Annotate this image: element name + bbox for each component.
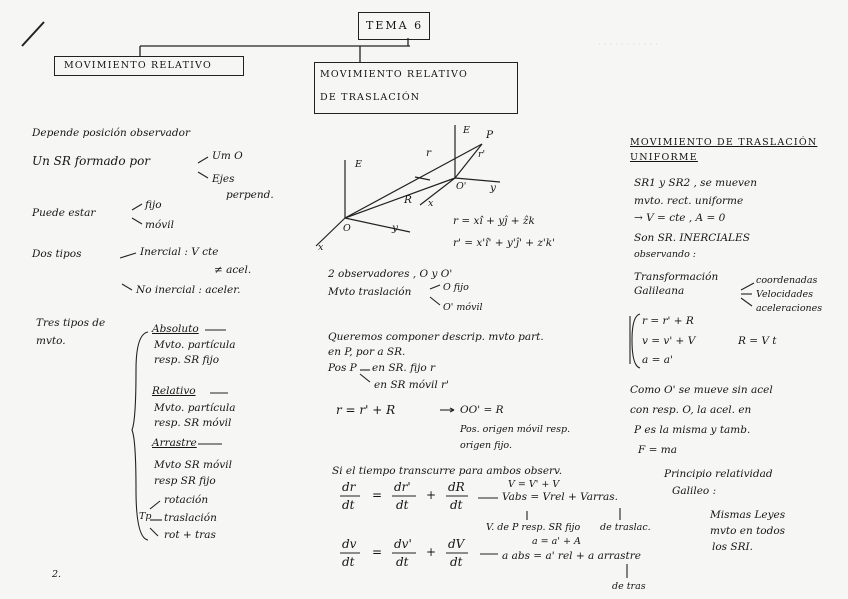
note-line: P es la misma y tamb. — [634, 424, 751, 436]
note-line: resp. SR fijo — [154, 354, 220, 366]
note-line: No inercial : aceler. — [136, 284, 241, 296]
point-label: P — [486, 129, 494, 141]
fraction-num: dr — [342, 480, 356, 494]
note-line: en SR. fijo r — [372, 362, 436, 374]
axis-label: x — [318, 242, 324, 253]
note-line: Queremos componer descrip. mvto part. — [328, 331, 544, 343]
note-line: O fijo — [443, 282, 469, 293]
equation: R = V t — [738, 335, 777, 347]
axis-label: x — [428, 198, 434, 209]
axis-label: O — [343, 223, 351, 234]
operator: + — [426, 545, 437, 559]
note-line: Pos P — [328, 362, 357, 374]
fraction-den: dt — [450, 498, 463, 512]
axis-label: y — [392, 222, 398, 234]
note-line: mvto. rect. uniforme — [634, 195, 744, 207]
note-line: O' móvil — [443, 302, 483, 313]
note-line: Tres tipos de — [36, 317, 106, 329]
fraction-den: dt — [342, 498, 355, 512]
note-line: Un SR formado por — [32, 154, 151, 168]
fraction-den: dt — [396, 498, 409, 512]
axis-label: y — [490, 182, 496, 194]
note-line: Transformación — [634, 271, 719, 283]
axis-label: E — [463, 125, 470, 136]
note-line: en P, por a SR. — [328, 346, 406, 358]
note-line: → V = cte , A = 0 — [634, 212, 726, 224]
note-line: resp SR fijo — [154, 475, 216, 487]
pen-stroke — [22, 22, 44, 46]
note-line: ≠ acel. — [214, 264, 252, 276]
note-line: Pos. origen móvil resp. — [460, 424, 571, 435]
equation: F = ma — [638, 444, 677, 456]
equation: r' = x'î' + y'ĵ' + z'k' — [453, 237, 556, 249]
note-line: de tras — [612, 581, 646, 592]
equation: a abs = a' rel + a arrastre — [502, 550, 641, 562]
note-line: mvto en todos — [710, 525, 786, 537]
note-line: mvto. — [36, 335, 66, 347]
note-line: con resp. O, la acel. en — [630, 404, 752, 416]
note-line: móvil — [145, 219, 174, 231]
operator: = — [372, 545, 383, 559]
heading-arrastre: Arrastre — [152, 437, 197, 449]
fraction-num: dr' — [394, 480, 411, 494]
note-line: perpend. — [226, 189, 274, 201]
equation: V = V' + V — [508, 479, 560, 490]
note-line: Inercial : V cte — [140, 246, 219, 258]
heading-absoluto: Absoluto — [152, 323, 199, 335]
right-branch-label-2: DE TRASLACIÓN — [320, 92, 421, 103]
note-line: resp. SR móvil — [154, 417, 232, 429]
note-line: origen fijo. — [460, 440, 512, 451]
vector-label: R — [404, 194, 412, 206]
note-line: Ejes — [212, 173, 235, 185]
bleed-through-text: · · · · · · · · · · · — [598, 40, 659, 50]
fraction-num: dv' — [394, 537, 412, 551]
note-line: Tp — [139, 511, 152, 522]
equation: a = a' + A — [532, 536, 581, 547]
note-line: Velocidades — [756, 289, 814, 300]
note-line: los SRI. — [712, 541, 753, 553]
equation: Vabs = Vrel + Varras. — [502, 491, 619, 503]
equation: v = v' + V — [642, 335, 696, 347]
note-line: Mismas Leyes — [710, 509, 786, 521]
left-branch-label: MOVIMIENTO RELATIVO — [64, 60, 212, 71]
note-line: Mvto traslación — [328, 286, 412, 298]
note-line: Puede estar — [32, 207, 96, 219]
note-line: Mvto. partícula — [154, 402, 236, 414]
equation: a = a' — [642, 354, 673, 366]
note-line: Galileana — [634, 285, 685, 297]
note-line: traslación — [164, 512, 217, 524]
note-line: Mvto SR móvil — [154, 459, 232, 471]
equation: r = r' + R — [336, 403, 396, 417]
page-mark: 2. — [52, 569, 62, 580]
fraction-den: dt — [396, 555, 409, 569]
fraction-num: dv — [342, 537, 357, 551]
note-line: fijo — [145, 199, 162, 211]
axis-label: O' — [456, 181, 467, 192]
fraction-num: dV — [448, 537, 465, 551]
heading-relativo: Relativo — [152, 385, 196, 397]
operator: = — [372, 488, 383, 502]
note-line: Son SR. INERCIALES — [634, 232, 750, 244]
note-line: observando : — [634, 249, 697, 260]
note-line: V. de P resp. SR fijo — [486, 522, 581, 533]
note-line: Dos tipos — [32, 248, 82, 260]
section-heading: MOVIMIENTO DE TRASLACIÓN — [630, 137, 818, 148]
fraction-den: dt — [342, 555, 355, 569]
fraction-den: dt — [450, 555, 463, 569]
equation: r = xî + yĵ + ẑk — [453, 215, 535, 227]
vector-label: r' — [478, 149, 486, 160]
equation: OO' = R — [460, 404, 504, 416]
note-line: de traslac. — [600, 522, 651, 533]
note-line: Como O' se mueve sin acel — [630, 384, 773, 396]
topic-title: TEMA 6 — [366, 19, 424, 32]
note-line: SR1 y SR2 , se mueven — [634, 177, 757, 189]
right-branch-label-1: MOVIMIENTO RELATIVO — [320, 69, 468, 80]
note-line: rotación — [164, 494, 209, 506]
note-line: coordenadas — [756, 275, 818, 286]
note-line: en SR móvil r' — [374, 379, 449, 391]
note-line: Galileo : — [672, 485, 717, 497]
axis-label: E — [355, 159, 362, 170]
note-line: Mvto. partícula — [154, 339, 236, 351]
note-line: aceleraciones — [756, 303, 823, 314]
fraction-num: dR — [448, 480, 465, 494]
note-line: 2 observadores , O y O' — [328, 268, 453, 280]
vector-label: r — [426, 147, 432, 159]
section-heading: UNIFORME — [630, 152, 698, 163]
equation: r = r' + R — [642, 315, 694, 327]
note-line: Si el tiempo transcurre para ambos observ. — [332, 465, 563, 477]
note-line: Principio relatividad — [664, 468, 773, 480]
note-line: Depende posición observador — [32, 127, 190, 139]
note-line: Um O — [212, 150, 243, 162]
note-line: rot + tras — [164, 529, 216, 541]
operator: + — [426, 488, 437, 502]
